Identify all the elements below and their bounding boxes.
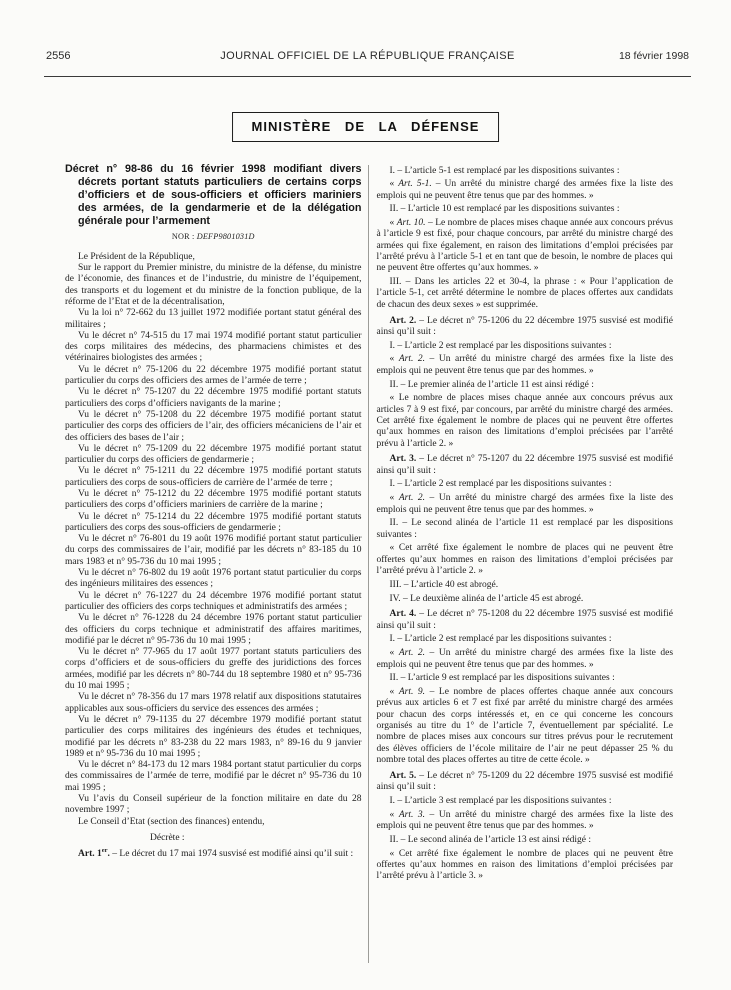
clause-paragraph: I. – L’article 3 est remplacé par les dispositions suivantes :: [389, 795, 612, 806]
column-divider-rule: [368, 165, 369, 963]
clause-paragraph: I. – L’article 2 est remplacé par les dispositions suivantes :: [389, 340, 612, 351]
preamble-paragraph: Sur le rapport du Premier ministre, du ministre de la défense, du ministre de l’économie, des finances et de l’industrie, du ministre de l’équipement, des transports et du logement et du ministre de la fonction publique, de la réforme de l’Etat et de la décentralisation,: [65, 263, 362, 307]
quoted-provision: « Art. 5-1. – Un arrêté du ministre chargé des armées fixe la liste des emplois qui ne peuvent être tenus que par des hommes. »: [376, 179, 673, 201]
preamble-paragraph: Vu le décret n° 76-1228 du 24 décembre 1976 portant statut particulier des officiers du corps technique et administratif des affaires maritimes, modifié par le décret n° 95-736 du 10 mai 1995 ;: [65, 613, 362, 646]
article-paragraph: Art. 4. – Le décret n° 75-1208 du 22 décembre 1975 susvisé est modifié ainsi qu’il suit :: [376, 609, 673, 631]
right-column: [377, 163, 674, 975]
quoted-provision: « Art. 10. – Le nombre de places mises chaque année aux concours prévus à l’article 9 est fixé, pour chaque concours, par arrêté du ministre chargé des armées qui fixe également, en raison des limitations d’emploi précisées par l’arrêté prévu à l’article 5-1 et en tant que de besoin, le nombre de places qui ne peuvent être offertes qu’aux hommes. »: [376, 218, 673, 274]
clause-paragraph: I. – L’article 5-1 est remplacé par les dispositions suivantes :: [389, 165, 620, 176]
header-rule: [44, 76, 691, 77]
quoted-provision: « Le nombre de places mises chaque année aux concours prévus aux articles 7 à 9 est fixé, par concours, par arrêté du ministre chargé des armées. Cet arrêté fixe également le nombre de places qui ne peuvent être offertes qu’aux hommes en raison des limitations d’emploi précisées par l’arrêté prévu à l’article 2. »: [376, 393, 673, 449]
preamble-paragraph: Vu l’avis du Conseil supérieur de la fonction militaire en date du 28 novembre 1997 ;: [65, 794, 362, 816]
issue-date: 18 février 1998: [618, 50, 689, 62]
preamble-paragraph: Vu le décret n° 74-515 du 17 mai 1974 modifié portant statut particulier des corps militaires des médecins, des pharmaciens chimistes et des vétérinaires biologistes des armées ;: [65, 330, 362, 364]
quoted-provision: « Art. 2. – Un arrêté du ministre chargé des armées fixe la liste des emplois qui ne peuvent être tenus que par des hommes. »: [376, 648, 673, 670]
clause-paragraph: I. – L’article 2 est remplacé par les dispositions suivantes :: [389, 479, 612, 490]
clause-paragraph: II. – L’article 9 est remplacé par les dispositions suivantes :: [389, 673, 615, 684]
preamble-paragraph: Vu le décret n° 75-1214 du 22 décembre 1975 modifié portant statuts particuliers des corps des sous-officiers de gendarmerie ;: [65, 511, 362, 533]
decree-title: Décret n° 98-86 du 16 février 1998 modifiant divers décrets portant statuts particuliers de certains corps d’officiers et de sous-officiers et officiers mariniers des armées, de la gendarmerie et de la délégation générale pour l’armement: [65, 163, 362, 228]
clause-paragraph: II. – L’article 10 est remplacé par les dispositions suivantes :: [389, 204, 620, 215]
journal-title: JOURNAL OFFICIEL DE LA RÉPUBLIQUE FRANÇAISE: [220, 50, 515, 62]
article-paragraph: Art. 2. – Le décret n° 75-1206 du 22 décembre 1975 susvisé est modifié ainsi qu’il suit :: [376, 315, 673, 337]
page-number: 2556: [46, 50, 71, 62]
quoted-provision: « Art. 2. – Un arrêté du ministre chargé des armées fixe la liste des emplois qui ne peuvent être tenus que par des hommes. »: [376, 354, 673, 376]
quoted-provision: « Cet arrêté fixe également le nombre de places qui ne peuvent être offertes qu’aux hommes en raison des limitations d’emploi précisées par l’arrêté prévu à l’article 2. »: [376, 543, 673, 576]
preamble-paragraph: Vu le décret n° 76-1227 du 24 décembre 1976 modifié portant statut particulier des officiers des corps techniques et administratifs des armées ;: [65, 590, 362, 612]
clause-paragraph: III. – Dans les articles 22 et 30-4, la phrase : « Pour l’application de l’article 5-1, cet arrêté détermine le nombre de places offertes aux candidats de chacun des deux sexes » est supprimée.: [376, 277, 673, 310]
preamble-paragraph: Vu le décret n° 75-1211 du 22 décembre 1975 modifié portant statuts particuliers des corps de sous-officiers de carrière de l’armée de terre ;: [65, 466, 362, 488]
running-head: [46, 50, 689, 62]
preamble-paragraph: Vu le décret n° 76-801 du 19 août 1976 modifié portant statut particulier du corps des commissaires de l’air, modifié par les décrets n° 83-185 du 10 mars 1983 et n° 95-736 du 10 mai 1995 ;: [65, 534, 362, 567]
clause-paragraph: III. – L’article 40 est abrogé.: [389, 579, 499, 590]
ministry-banner: MINISTÈRE DE LA DÉFENSE: [232, 112, 500, 142]
quoted-provision: « Art. 3. – Un arrêté du ministre chargé des armées fixe la liste des emplois qui ne peuvent être tenus que par des hommes. »: [376, 809, 673, 831]
decree-enacting-word: Décrète :: [150, 832, 185, 843]
preamble-paragraph: Vu le décret n° 75-1208 du 22 décembre 1975 modifié portant statut particulier des corps des officiers de l’air, des officiers mécaniciens de l’air et des officiers des bases de l’air ;: [65, 409, 362, 443]
preamble-paragraph: Vu le décret n° 75-1206 du 22 décembre 1975 modifié portant statut particulier du corps des officiers des armes de l’armée de terre ;: [65, 364, 362, 387]
preamble-paragraph: Vu le décret n° 77-965 du 17 août 1977 portant statuts particuliers des corps d’officiers et de sous-officiers du greffe des juridictions des forces armées, modifié par les décrets n° 80-744 du 18 septembre 1980 et n° 95-736 du 10 mai 1995 ;: [65, 647, 362, 692]
clause-paragraph: IV. – Le deuxième alinéa de l’article 45 est abrogé.: [389, 593, 584, 604]
nor-line: NOR : DEFP9801031D: [171, 232, 255, 242]
article-paragraph: Art. 1er. – Le décret du 17 mai 1974 susvisé est modifié ainsi qu’il suit :: [78, 846, 354, 859]
clause-paragraph: II. – Le premier alinéa de l’article 11 est ainsi rédigé :: [389, 379, 594, 390]
preamble-paragraph: Le Conseil d’Etat (section des finances) entendu,: [78, 816, 265, 827]
quoted-provision: « Art. 9. – Le nombre de places offertes chaque année aux concours prévus aux articles 6 et 7 est fixé par arrêté du ministre chargé des armées pour chacun des corps intéressés et, en ce qui concerne les concours organisés au titre du 1° de l’article 7, éventuellement par spécialité. Le nombre de places mises aux concours sur titres prévus pour le recrutement des élèves officiers de l’école militaire de l’air ne peut dépasser 25 % du nombre total des places offertes au titre de cette école. »: [376, 687, 673, 765]
preamble-paragraph: Vu la loi n° 72-662 du 13 juillet 1972 modifiée portant statut général des militaires ;: [65, 308, 362, 330]
preamble-paragraph: Le Président de la République,: [78, 251, 195, 262]
clause-paragraph: II. – Le second alinéa de l’article 11 est remplacé par les dispositions suivantes :: [376, 518, 673, 540]
quoted-provision: « Cet arrêté fixe également le nombre de places qui ne peuvent être offertes qu’aux hommes en raison des limitations d’emploi précisées par l’arrêté prévu à l’article 3. »: [376, 848, 673, 882]
quoted-provision: « Art. 2. – Un arrêté du ministre chargé des armées fixe la liste des emplois qui ne peuvent être tenus que par des hommes. »: [376, 493, 673, 515]
clause-paragraph: I. – L’article 2 est remplacé par les dispositions suivantes :: [389, 634, 612, 645]
preamble-paragraph: Vu le décret n° 84-173 du 12 mars 1984 portant statut particulier du corps des commissaires de l’armée de terre, modifié par le décret n° 95-736 du 10 mai 1995 ;: [65, 760, 362, 793]
preamble-paragraph: Vu le décret n° 78-356 du 17 mars 1978 relatif aux dispositions statutaires applicables aux sous-officiers du service des essences des armées ;: [65, 692, 362, 714]
preamble-paragraph: Vu le décret n° 76-802 du 19 août 1976 portant statut particulier du corps des ingénieurs militaires des essences ;: [65, 568, 362, 590]
preamble-paragraph: Vu le décret n° 75-1209 du 22 décembre 1975 modifié portant statut particulier du corps des officiers de gendarmerie ;: [65, 443, 362, 466]
article-paragraph: Art. 5. – Le décret n° 75-1209 du 22 décembre 1975 susvisé est modifié ainsi qu’il suit :: [376, 770, 673, 793]
text-columns: [65, 163, 673, 975]
left-column: [65, 163, 362, 975]
clause-paragraph: II. – Le second alinéa de l’article 13 est ainsi rédigé :: [389, 834, 592, 845]
preamble-paragraph: Vu le décret n° 75-1212 du 22 décembre 1975 modifié portant statuts particuliers des corps d’officiers mariniers de carrière de la marine ;: [65, 489, 362, 511]
preamble-paragraph: Vu le décret n° 79-1135 du 27 décembre 1979 modifié portant statut particulier des corps militaires des ingénieurs des études et techniques, modifié par les décrets n° 83-238 du 22 mars 1983, n° 89-16 du 9 janvier 1989 et n° 95-736 du 10 mai 1995 ;: [65, 714, 362, 759]
preamble-paragraph: Vu le décret n° 75-1207 du 22 décembre 1975 modifié portant statuts particuliers des corps d’officiers navigants de la marine ;: [65, 387, 362, 409]
article-paragraph: Art. 3. – Le décret n° 75-1207 du 22 décembre 1975 susvisé est modifié ainsi qu’il suit :: [376, 454, 673, 476]
